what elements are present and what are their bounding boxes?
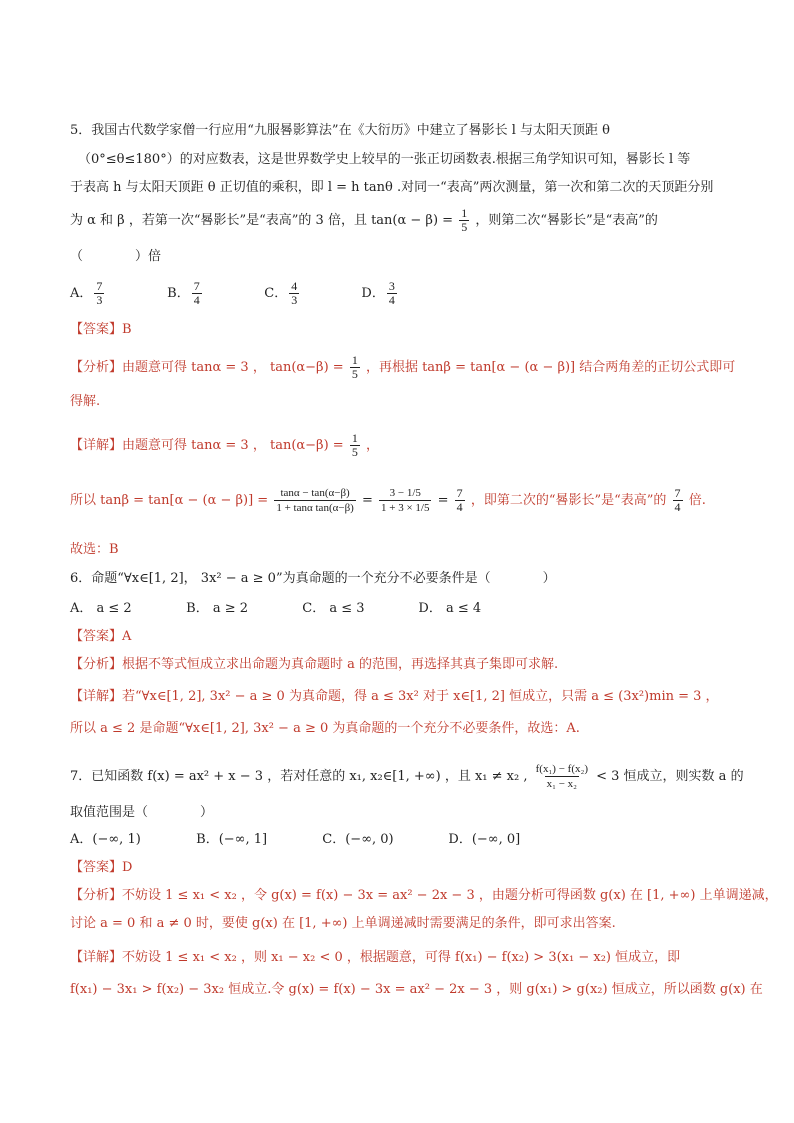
q7-analysis-line2: 讨论 a = 0 和 a ≠ 0 时，要使 g(x) 在 [1, +∞) 上单调递减时需要满足的条件，即可求出答案. [70, 916, 616, 931]
q7-analysis-line1: 【分析】不妨设 1 ≤ x₁ < x₂ ，令 g(x) = f(x) − 3x = ax² − 2x − 3 ，由题分析可得函数 g(x) 在 [1, +∞) 上单调递减， [70, 888, 778, 903]
q5-stem-line4 [70, 207, 658, 234]
q6-analysis: 【分析】根据不等式恒成立求出命题为真命题时 a 的范围，再选择其真子集即可求解. [70, 657, 559, 672]
q5-stem-line4b: ，则第二次“晷影长”是“表高”的 [475, 213, 658, 228]
q7-option-b[interactable]: B．(−∞, 1] [196, 832, 268, 847]
q7-options [70, 830, 520, 850]
q5-choose: 故选：B [70, 542, 119, 557]
q5-option-d[interactable]: D． $\frac{3}{4}$ [361, 279, 395, 307]
q5-detail-line2: 所以 tanβ = tan[α − (α − β)] = $\frac{\tan\alpha - \tan(\alpha-\beta)}{\text{1 + tanα tan(α−β)}}$ = $\frac{3 - 1/5}{1 + 3 \times 1/5}$ = $\frac{7}{4}$ ，即第二次的“晷影长”是“表高”的 $\frac{7}{4}$ 倍. [70, 486, 706, 514]
q6-answer: 【答案】A [70, 629, 132, 644]
q5-option-b[interactable]: B． $\frac{7}{4}$ [167, 279, 200, 307]
q6-option-b[interactable]: B． a ≥ 2 [186, 601, 249, 616]
q5-stem-line1: 5．我国古代数学家僧一行应用“九服晷影算法”在《大衍历》中建立了晷影长 l 与太阳天顶距 θ [70, 123, 610, 138]
q5-fraction-1-5: $\frac{1}{5}$ [461, 206, 468, 234]
q6-option-d[interactable]: D． a ≤ 4 [418, 601, 482, 616]
q5-stem-line3: 于表高 h 与太阳天顶距 θ 正切值的乘积，即 l = h tanθ .对同一“表高”两次测量，第一次和第二次的天顶距分别 [70, 180, 714, 195]
q5-analysis-line2: 得解. [70, 394, 101, 409]
q6-options [70, 599, 481, 619]
q6-stem: 6．命题“∀x∈[1, 2]， 3x² − a ≥ 0”为真命题的一个充分不必要条件是（ ） [70, 571, 556, 586]
q6-option-a[interactable]: A． a ≤ 2 [70, 601, 132, 616]
q7-option-c[interactable]: C．(−∞, 0) [322, 832, 394, 847]
q5-detail-line1: 【详解】由题意可得 tanα = 3 ， tan(α−β) = $\frac{1}{5}$ ， [70, 431, 379, 459]
q5-options [70, 280, 399, 307]
q5-answer: 【答案】B [70, 322, 132, 337]
q5-analysis-line1: 【分析】由题意可得 tanα = 3 ， tan(α−β) = $\frac{1}{5}$ ，再根据 tanβ = tan[α − (α − β)] 结合两角差的正切公式即可 [70, 353, 736, 381]
q6-option-c[interactable]: C． a ≤ 3 [302, 601, 365, 616]
q7-detail-line2: f(x₁) − 3x₁ > f(x₂) − 3x₂ 恒成立.令 g(x) = f(x) − 3x = ax² − 2x − 3 ，则 g(x₁) > g(x₂) 恒成立，所以函数 g(x) 在 [70, 982, 763, 997]
q5-stem-line4a: 为 α 和 β ，若第一次“晷影长”是“表高”的 3 倍，且 tan(α − β) = [70, 213, 454, 228]
q7-option-a[interactable]: A．(−∞, 1) [70, 832, 141, 847]
q7-detail-line1: 【详解】不妨设 1 ≤ x₁ < x₂ ，则 x₁ − x₂ < 0 ，根据题意，可得 f(x₁) − f(x₂) > 3(x₁ − x₂) 恒成立，即 [70, 950, 681, 965]
q5-stem-line2: （0°≤θ≤180°）的对应数表，这是世界数学史上较早的一张正切函数表.根据三角学知识可知，晷影长 l 等 [78, 152, 691, 167]
q7-stem-line1: 7．已知函数 f(x) = ax² + x − 3 ，若对任意的 x₁, x₂∈[1, +∞) ，且 x₁ ≠ x₂ , $\frac{\text{f(x₁) − f(x₂)}}{\text{x₁ − x₂}}$ < 3 恒成立，则实数 a 的 [70, 763, 744, 790]
q7-stem-line2: 取值范围是（ ） [70, 805, 214, 820]
q5-stem-line5: （ ）倍 [70, 249, 162, 264]
q6-detail-line2: 所以 a ≤ 2 是命题“∀x∈[1, 2], 3x² − a ≥ 0 为真命题的一个充分不必要条件，故选：A. [70, 721, 580, 736]
q7-option-d[interactable]: D．(−∞, 0] [448, 832, 521, 847]
q6-detail-line1: 【详解】若“∀x∈[1, 2], 3x² − a ≥ 0 为真命题，得 a ≤ 3x² 对于 x∈[1, 2] 恒成立，只需 a ≤ (3x²)min = 3 ， [70, 689, 719, 704]
q5-option-a[interactable]: A． $\frac{7}{3}$ [70, 279, 103, 307]
q7-answer: 【答案】D [70, 860, 133, 875]
q5-option-c[interactable]: C． $\frac{4}{3}$ [264, 279, 298, 307]
